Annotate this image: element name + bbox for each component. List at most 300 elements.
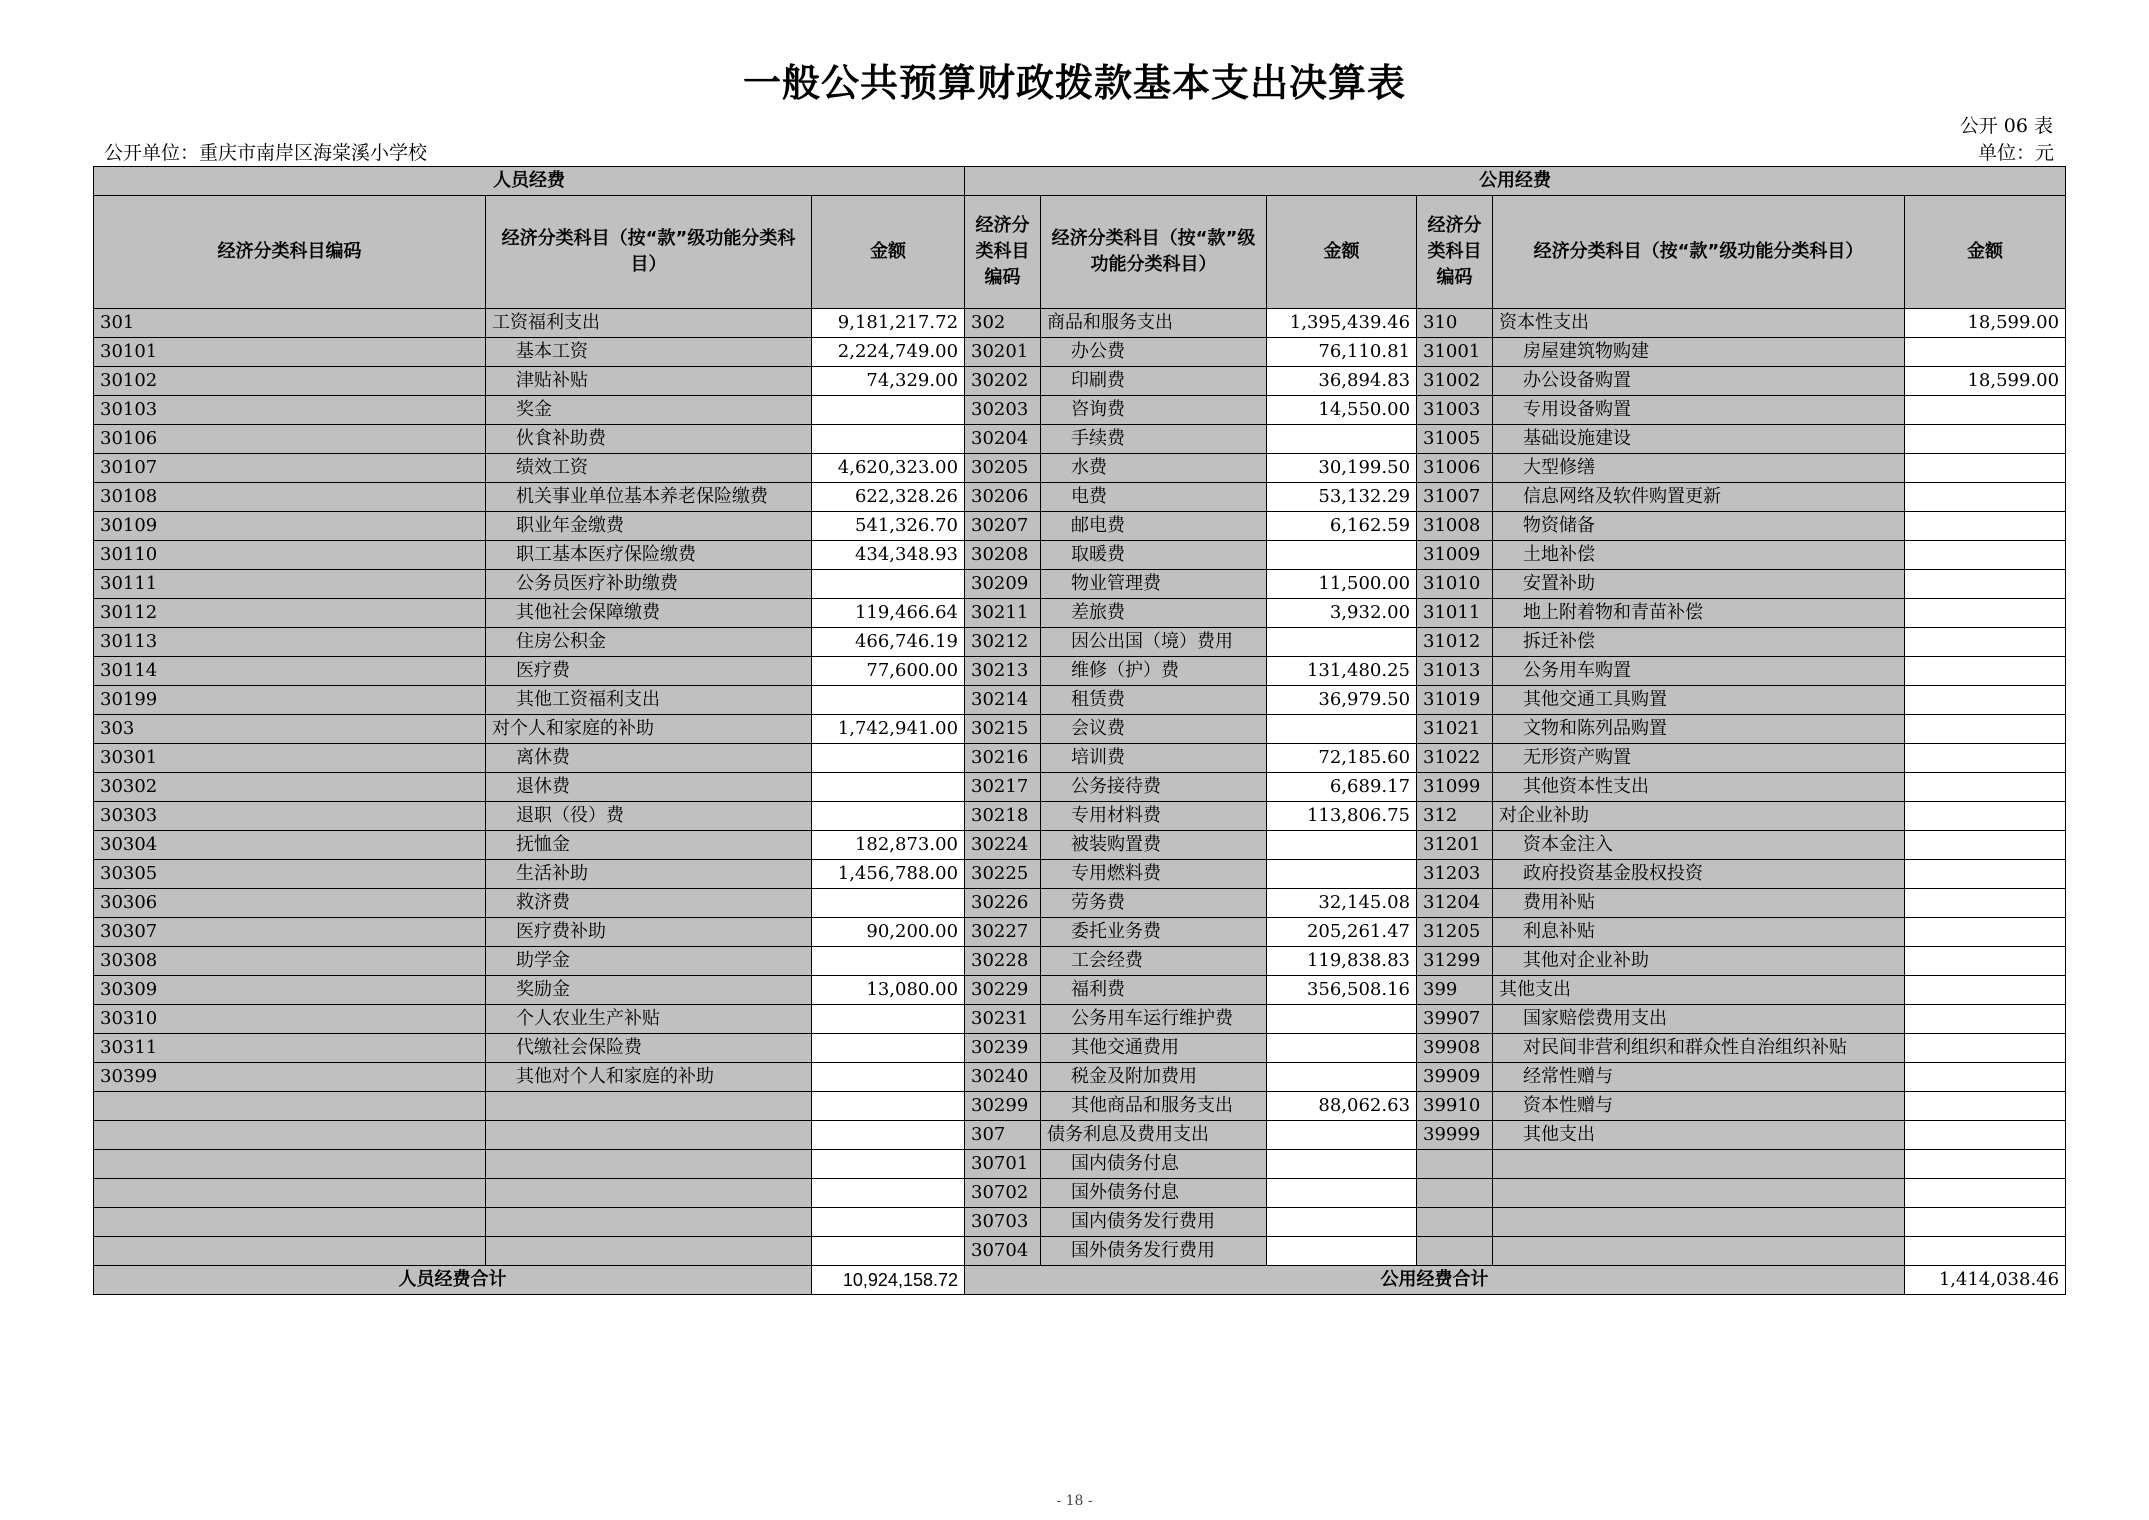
expenditure-table (93, 166, 2066, 1295)
cell-amount-2: 72,185.60 (1267, 744, 1417, 773)
cell-name-1: 抚恤金 (486, 831, 812, 860)
cell-amount-3 (1905, 1208, 2066, 1237)
cell-name-3: 其他交通工具购置 (1493, 686, 1905, 715)
table-row (94, 599, 2066, 628)
cell-amount-1: 466,746.19 (812, 628, 965, 657)
cell-code-3: 31011 (1417, 599, 1493, 628)
cell-name-1: 代缴社会保险费 (486, 1034, 812, 1063)
table-row (94, 1034, 2066, 1063)
cell-name-3: 基础设施建设 (1493, 425, 1905, 454)
cell-name-3: 资本性赠与 (1493, 1092, 1905, 1121)
table-row (94, 1121, 2066, 1150)
cell-code-1 (94, 1208, 486, 1237)
header-amount-2: 金额 (1267, 196, 1417, 309)
cell-name-3: 物资储备 (1493, 512, 1905, 541)
cell-code-2: 30204 (965, 425, 1041, 454)
cell-amount-1: 434,348.93 (812, 541, 965, 570)
cell-code-3 (1417, 1179, 1493, 1208)
cell-name-1: 职工基本医疗保险缴费 (486, 541, 812, 570)
cell-name-2: 国外债务付息 (1041, 1179, 1267, 1208)
cell-amount-3 (1905, 744, 2066, 773)
org-name: 公开单位：重庆市南岸区海棠溪小学校 (104, 142, 428, 164)
cell-amount-1 (812, 1092, 965, 1121)
header-code-2: 经济分类科目编码 (965, 196, 1041, 309)
cell-code-2: 30217 (965, 773, 1041, 802)
cell-name-2: 专用燃料费 (1041, 860, 1267, 889)
cell-code-2: 30209 (965, 570, 1041, 599)
cell-amount-3 (1905, 1237, 2066, 1266)
table-row (94, 686, 2066, 715)
personnel-total-label: 人员经费合计 (94, 1266, 812, 1295)
cell-name-1 (486, 1121, 812, 1150)
cell-amount-3 (1905, 1063, 2066, 1092)
cell-name-2: 公务用车运行维护费 (1041, 1005, 1267, 1034)
cell-code-3: 399 (1417, 976, 1493, 1005)
section-personnel: 人员经费 (94, 167, 965, 196)
table-row (94, 715, 2066, 744)
cell-amount-1 (812, 1179, 965, 1208)
cell-name-2: 水费 (1041, 454, 1267, 483)
cell-code-1: 301 (94, 309, 486, 338)
cell-name-1: 其他对个人和家庭的补助 (486, 1063, 812, 1092)
cell-code-2: 30202 (965, 367, 1041, 396)
cell-code-2: 30703 (965, 1208, 1041, 1237)
cell-amount-3 (1905, 425, 2066, 454)
cell-amount-3 (1905, 599, 2066, 628)
cell-name-1: 公务员医疗补助缴费 (486, 570, 812, 599)
cell-amount-1 (812, 947, 965, 976)
cell-name-2: 培训费 (1041, 744, 1267, 773)
cell-name-1 (486, 1237, 812, 1266)
cell-amount-2: 119,838.83 (1267, 947, 1417, 976)
cell-amount-2 (1267, 541, 1417, 570)
cell-name-1: 机关事业单位基本养老保险缴费 (486, 483, 812, 512)
cell-amount-3 (1905, 657, 2066, 686)
cell-code-3: 39910 (1417, 1092, 1493, 1121)
cell-amount-3 (1905, 1150, 2066, 1179)
cell-code-3: 31005 (1417, 425, 1493, 454)
cell-amount-2 (1267, 860, 1417, 889)
cell-name-1: 救济费 (486, 889, 812, 918)
cell-code-2: 30704 (965, 1237, 1041, 1266)
cell-amount-1: 4,620,323.00 (812, 454, 965, 483)
table-row (94, 425, 2066, 454)
table-row (94, 1092, 2066, 1121)
cell-amount-3 (1905, 976, 2066, 1005)
cell-name-2: 会议费 (1041, 715, 1267, 744)
cell-code-3: 31299 (1417, 947, 1493, 976)
cell-name-2: 邮电费 (1041, 512, 1267, 541)
cell-name-3: 地上附着物和青苗补偿 (1493, 599, 1905, 628)
cell-code-2: 30203 (965, 396, 1041, 425)
cell-amount-2: 131,480.25 (1267, 657, 1417, 686)
cell-code-2: 30228 (965, 947, 1041, 976)
cell-amount-2: 32,145.08 (1267, 889, 1417, 918)
cell-amount-1 (812, 1237, 965, 1266)
cell-code-1: 30306 (94, 889, 486, 918)
cell-code-2: 30227 (965, 918, 1041, 947)
cell-name-3: 土地补偿 (1493, 541, 1905, 570)
cell-amount-3 (1905, 889, 2066, 918)
cell-code-2: 30206 (965, 483, 1041, 512)
cell-amount-2: 88,062.63 (1267, 1092, 1417, 1121)
cell-amount-1 (812, 1063, 965, 1092)
table-row (94, 1150, 2066, 1179)
cell-name-2: 印刷费 (1041, 367, 1267, 396)
cell-code-1: 30102 (94, 367, 486, 396)
cell-amount-1 (812, 570, 965, 599)
table-row (94, 1237, 2066, 1266)
cell-name-2: 国外债务发行费用 (1041, 1237, 1267, 1266)
cell-code-2: 30214 (965, 686, 1041, 715)
cell-name-1: 其他工资福利支出 (486, 686, 812, 715)
cell-name-3: 无形资产购置 (1493, 744, 1905, 773)
cell-name-3: 信息网络及软件购置更新 (1493, 483, 1905, 512)
cell-name-1: 其他社会保障缴费 (486, 599, 812, 628)
cell-code-2: 30216 (965, 744, 1041, 773)
cell-name-1: 助学金 (486, 947, 812, 976)
cell-code-1: 30302 (94, 773, 486, 802)
table-row (94, 976, 2066, 1005)
cell-code-2: 30207 (965, 512, 1041, 541)
cell-code-2: 30205 (965, 454, 1041, 483)
table-row (94, 338, 2066, 367)
cell-code-1: 30111 (94, 570, 486, 599)
cell-code-3: 31022 (1417, 744, 1493, 773)
cell-name-2: 被装购置费 (1041, 831, 1267, 860)
cell-name-3 (1493, 1179, 1905, 1208)
cell-amount-1 (812, 802, 965, 831)
cell-code-3: 31007 (1417, 483, 1493, 512)
cell-amount-3 (1905, 918, 2066, 947)
cell-code-3: 31009 (1417, 541, 1493, 570)
cell-code-2: 30231 (965, 1005, 1041, 1034)
cell-name-1: 对个人和家庭的补助 (486, 715, 812, 744)
cell-amount-3 (1905, 483, 2066, 512)
cell-amount-2 (1267, 1237, 1417, 1266)
public-total-amount: 1,414,038.46 (1905, 1266, 2066, 1295)
cell-code-1: 30301 (94, 744, 486, 773)
cell-code-3: 31012 (1417, 628, 1493, 657)
cell-name-2: 办公费 (1041, 338, 1267, 367)
cell-name-3: 其他支出 (1493, 1121, 1905, 1150)
cell-name-3: 公务用车购置 (1493, 657, 1905, 686)
cell-code-2: 30299 (965, 1092, 1041, 1121)
cell-name-1: 个人农业生产补贴 (486, 1005, 812, 1034)
cell-name-3: 其他资本性支出 (1493, 773, 1905, 802)
cell-name-3: 专用设备购置 (1493, 396, 1905, 425)
cell-amount-3 (1905, 773, 2066, 802)
cell-name-2: 国内债务发行费用 (1041, 1208, 1267, 1237)
table-row (94, 860, 2066, 889)
table-row (94, 773, 2066, 802)
cell-name-2: 委托业务费 (1041, 918, 1267, 947)
cell-code-1: 30108 (94, 483, 486, 512)
cell-code-2: 30702 (965, 1179, 1041, 1208)
cell-name-3: 对民间非营利组织和群众性自治组织补贴 (1493, 1034, 1905, 1063)
cell-code-2: 30229 (965, 976, 1041, 1005)
cell-amount-3 (1905, 396, 2066, 425)
cell-name-2: 工会经费 (1041, 947, 1267, 976)
cell-name-1 (486, 1208, 812, 1237)
cell-code-2: 30239 (965, 1034, 1041, 1063)
cell-amount-3 (1905, 1005, 2066, 1034)
cell-amount-3 (1905, 1092, 2066, 1121)
cell-code-3: 31008 (1417, 512, 1493, 541)
cell-amount-1 (812, 1005, 965, 1034)
cell-amount-1: 119,466.64 (812, 599, 965, 628)
cell-amount-1: 90,200.00 (812, 918, 965, 947)
table-row (94, 831, 2066, 860)
cell-name-1: 生活补助 (486, 860, 812, 889)
cell-amount-3 (1905, 454, 2066, 483)
cell-amount-3 (1905, 541, 2066, 570)
cell-amount-1 (812, 1150, 965, 1179)
cell-amount-2 (1267, 425, 1417, 454)
cell-name-2: 国内债务付息 (1041, 1150, 1267, 1179)
cell-amount-1: 13,080.00 (812, 976, 965, 1005)
cell-name-1: 住房公积金 (486, 628, 812, 657)
cell-amount-3 (1905, 570, 2066, 599)
cell-code-1: 30311 (94, 1034, 486, 1063)
cell-amount-3 (1905, 512, 2066, 541)
cell-name-1: 退职（役）费 (486, 802, 812, 831)
cell-name-1: 退休费 (486, 773, 812, 802)
cell-amount-1: 9,181,217.72 (812, 309, 965, 338)
cell-code-2: 30201 (965, 338, 1041, 367)
cell-amount-3 (1905, 831, 2066, 860)
cell-code-2: 30240 (965, 1063, 1041, 1092)
cell-code-3: 31021 (1417, 715, 1493, 744)
cell-code-3: 312 (1417, 802, 1493, 831)
table-row (94, 918, 2066, 947)
cell-amount-2: 53,132.29 (1267, 483, 1417, 512)
cell-name-2: 劳务费 (1041, 889, 1267, 918)
cell-name-3: 国家赔偿费用支出 (1493, 1005, 1905, 1034)
table-row (94, 1179, 2066, 1208)
cell-code-1: 30109 (94, 512, 486, 541)
cell-name-3: 资本金注入 (1493, 831, 1905, 860)
cell-amount-2: 14,550.00 (1267, 396, 1417, 425)
cell-code-2: 30213 (965, 657, 1041, 686)
personnel-total-amount: 10,924,158.72 (812, 1266, 965, 1295)
cell-code-1 (94, 1179, 486, 1208)
cell-amount-1: 1,456,788.00 (812, 860, 965, 889)
table-row (94, 1208, 2066, 1237)
cell-name-1 (486, 1092, 812, 1121)
cell-amount-2: 356,508.16 (1267, 976, 1417, 1005)
cell-code-2: 30215 (965, 715, 1041, 744)
cell-amount-2 (1267, 628, 1417, 657)
cell-name-3 (1493, 1208, 1905, 1237)
cell-amount-3 (1905, 947, 2066, 976)
cell-code-2: 30226 (965, 889, 1041, 918)
cell-amount-2: 6,162.59 (1267, 512, 1417, 541)
table-row (94, 309, 2066, 338)
cell-name-3 (1493, 1150, 1905, 1179)
cell-code-2: 30225 (965, 860, 1041, 889)
public-total-label: 公用经费合计 (965, 1266, 1905, 1295)
cell-code-1: 30307 (94, 918, 486, 947)
cell-name-2: 手续费 (1041, 425, 1267, 454)
cell-name-2: 差旅费 (1041, 599, 1267, 628)
cell-code-3 (1417, 1150, 1493, 1179)
table-row (94, 367, 2066, 396)
cell-code-2: 30218 (965, 802, 1041, 831)
cell-amount-1: 1,742,941.00 (812, 715, 965, 744)
cell-amount-3 (1905, 860, 2066, 889)
header-amount-3: 金额 (1905, 196, 2066, 309)
cell-amount-3 (1905, 628, 2066, 657)
cell-code-1: 30305 (94, 860, 486, 889)
cell-amount-1 (812, 889, 965, 918)
cell-code-1: 30199 (94, 686, 486, 715)
cell-amount-1 (812, 744, 965, 773)
cell-code-1 (94, 1121, 486, 1150)
cell-amount-3: 18,599.00 (1905, 309, 2066, 338)
cell-amount-1 (812, 1208, 965, 1237)
cell-code-3: 31205 (1417, 918, 1493, 947)
cell-name-1: 绩效工资 (486, 454, 812, 483)
cell-code-2: 302 (965, 309, 1041, 338)
cell-amount-3 (1905, 1179, 2066, 1208)
table-row (94, 947, 2066, 976)
cell-name-2: 咨询费 (1041, 396, 1267, 425)
cell-amount-2: 76,110.81 (1267, 338, 1417, 367)
cell-code-3: 31003 (1417, 396, 1493, 425)
cell-amount-2 (1267, 831, 1417, 860)
cell-amount-1: 622,328.26 (812, 483, 965, 512)
cell-amount-3 (1905, 715, 2066, 744)
cell-amount-2: 11,500.00 (1267, 570, 1417, 599)
cell-code-3: 39909 (1417, 1063, 1493, 1092)
cell-amount-1: 74,329.00 (812, 367, 965, 396)
cell-code-3: 39999 (1417, 1121, 1493, 1150)
table-row (94, 1063, 2066, 1092)
header-name-1: 经济分类科目（按“款”级功能分类科目） (486, 196, 812, 309)
cell-name-1: 奖金 (486, 396, 812, 425)
cell-name-2: 专用材料费 (1041, 802, 1267, 831)
cell-code-1: 30310 (94, 1005, 486, 1034)
cell-name-3: 经常性赠与 (1493, 1063, 1905, 1092)
header-name-3: 经济分类科目（按“款”级功能分类科目） (1493, 196, 1905, 309)
table-row (94, 1005, 2066, 1034)
cell-name-2: 租赁费 (1041, 686, 1267, 715)
cell-code-3: 31201 (1417, 831, 1493, 860)
cell-amount-1: 182,873.00 (812, 831, 965, 860)
cell-code-3: 31001 (1417, 338, 1493, 367)
cell-code-2: 30211 (965, 599, 1041, 628)
cell-name-3 (1493, 1237, 1905, 1266)
cell-code-1: 30107 (94, 454, 486, 483)
cell-name-3: 费用补贴 (1493, 889, 1905, 918)
cell-code-1: 30112 (94, 599, 486, 628)
cell-name-1: 职业年金缴费 (486, 512, 812, 541)
cell-name-2: 其他交通费用 (1041, 1034, 1267, 1063)
cell-amount-2: 30,199.50 (1267, 454, 1417, 483)
cell-amount-1 (812, 773, 965, 802)
table-row (94, 396, 2066, 425)
cell-name-2: 电费 (1041, 483, 1267, 512)
cell-name-1: 医疗费补助 (486, 918, 812, 947)
unit-label: 单位：元 (1977, 142, 2054, 164)
table-row (94, 570, 2066, 599)
cell-amount-2 (1267, 1034, 1417, 1063)
table-row (94, 802, 2066, 831)
cell-code-1: 30103 (94, 396, 486, 425)
table-row (94, 628, 2066, 657)
cell-code-2: 307 (965, 1121, 1041, 1150)
cell-name-2: 因公出国（境）费用 (1041, 628, 1267, 657)
cell-amount-2 (1267, 715, 1417, 744)
cell-name-3: 拆迁补偿 (1493, 628, 1905, 657)
cell-code-1: 303 (94, 715, 486, 744)
cell-name-1: 伙食补助费 (486, 425, 812, 454)
cell-name-1: 离休费 (486, 744, 812, 773)
cell-amount-1: 77,600.00 (812, 657, 965, 686)
table-row (94, 744, 2066, 773)
cell-amount-3 (1905, 802, 2066, 831)
cell-amount-3 (1905, 1121, 2066, 1150)
cell-name-1: 基本工资 (486, 338, 812, 367)
table-row (94, 889, 2066, 918)
cell-amount-3 (1905, 338, 2066, 367)
page-title: 一般公共预算财政拨款基本支出决算表 (742, 61, 1406, 105)
cell-code-3: 31019 (1417, 686, 1493, 715)
cell-code-1: 30101 (94, 338, 486, 367)
cell-code-1: 30309 (94, 976, 486, 1005)
cell-name-3: 房屋建筑物购建 (1493, 338, 1905, 367)
cell-code-1 (94, 1150, 486, 1179)
cell-code-3: 31006 (1417, 454, 1493, 483)
cell-name-3: 利息补贴 (1493, 918, 1905, 947)
page-number: - 18 - (1056, 1493, 1093, 1509)
cell-name-3: 其他对企业补助 (1493, 947, 1905, 976)
cell-name-2: 物业管理费 (1041, 570, 1267, 599)
cell-code-1: 30399 (94, 1063, 486, 1092)
cell-amount-2 (1267, 1208, 1417, 1237)
form-number: 公开 06 表 (1959, 115, 2053, 137)
cell-amount-1 (812, 396, 965, 425)
cell-amount-1 (812, 686, 965, 715)
cell-amount-2: 205,261.47 (1267, 918, 1417, 947)
cell-code-3: 39907 (1417, 1005, 1493, 1034)
cell-code-2: 30212 (965, 628, 1041, 657)
cell-amount-3 (1905, 1034, 2066, 1063)
cell-amount-2: 6,689.17 (1267, 773, 1417, 802)
cell-amount-3 (1905, 686, 2066, 715)
cell-code-1: 30304 (94, 831, 486, 860)
cell-code-3 (1417, 1208, 1493, 1237)
header-amount-1: 金额 (812, 196, 965, 309)
cell-amount-1 (812, 1121, 965, 1150)
cell-amount-2: 3,932.00 (1267, 599, 1417, 628)
cell-amount-1: 541,326.70 (812, 512, 965, 541)
cell-amount-1: 2,224,749.00 (812, 338, 965, 367)
cell-name-1: 津贴补贴 (486, 367, 812, 396)
cell-amount-2: 113,806.75 (1267, 802, 1417, 831)
cell-name-2: 商品和服务支出 (1041, 309, 1267, 338)
cell-code-3: 31002 (1417, 367, 1493, 396)
cell-code-2: 30208 (965, 541, 1041, 570)
cell-code-2: 30701 (965, 1150, 1041, 1179)
table-row (94, 512, 2066, 541)
cell-name-1: 工资福利支出 (486, 309, 812, 338)
cell-amount-2 (1267, 1121, 1417, 1150)
cell-code-1 (94, 1237, 486, 1266)
cell-name-3: 资本性支出 (1493, 309, 1905, 338)
cell-amount-2 (1267, 1150, 1417, 1179)
